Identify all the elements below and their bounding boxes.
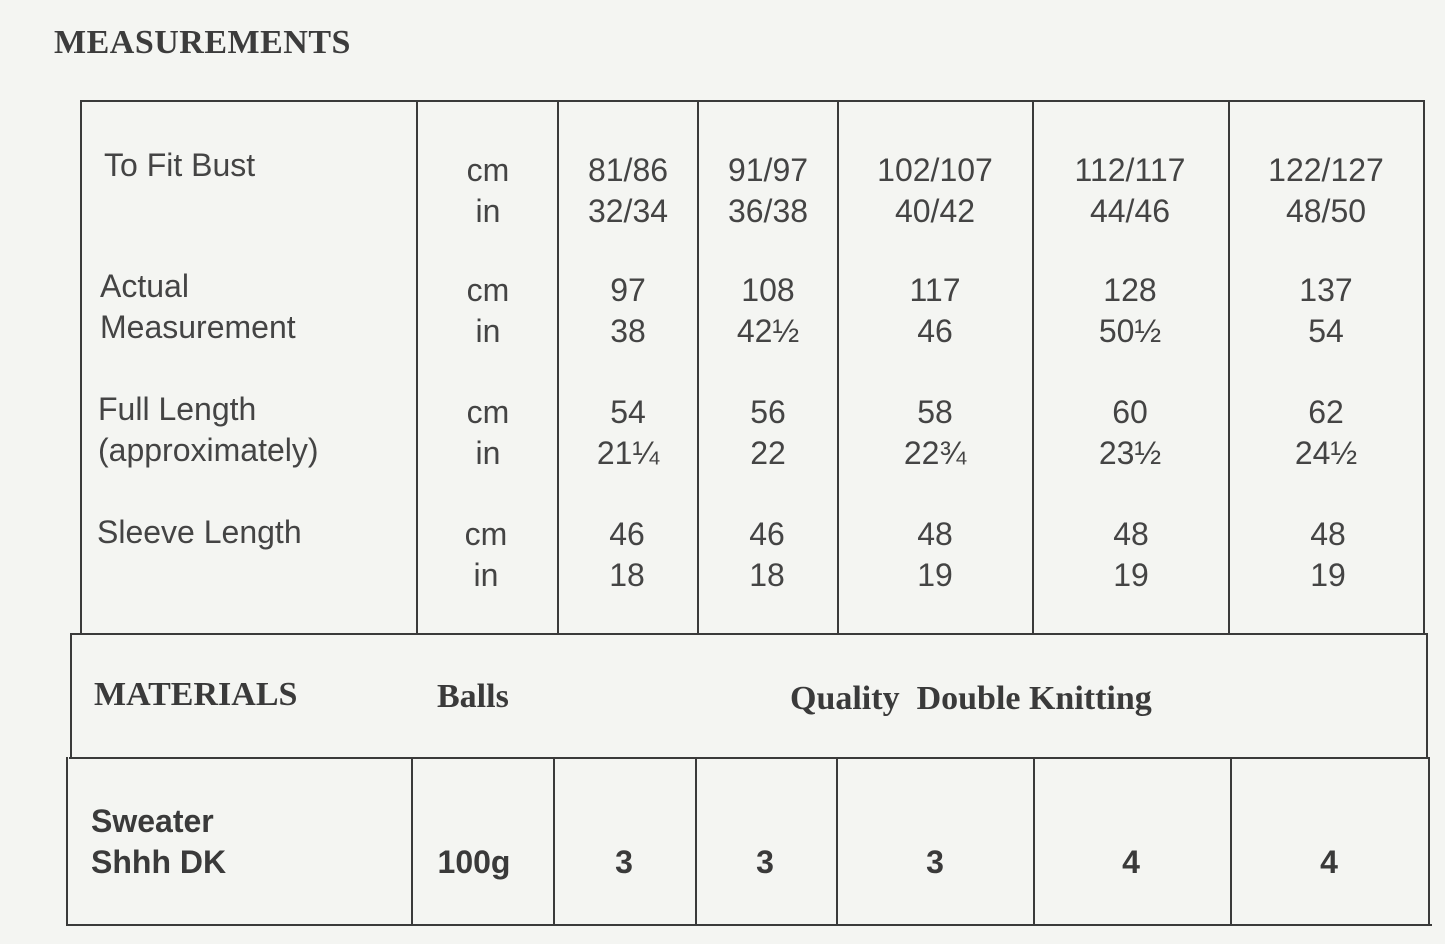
- value-cell: 48 19: [1113, 516, 1149, 593]
- unit-cell: cm in: [464, 516, 508, 593]
- ball-count: 3: [926, 844, 944, 880]
- item-weight: 100g: [437, 844, 511, 880]
- materials-heading: MATERIALS: [94, 676, 298, 713]
- ball-count: 4: [1122, 844, 1140, 880]
- unit-cell: cm in: [466, 152, 510, 229]
- value-cell: 122/127 48/50: [1268, 152, 1384, 229]
- ball-count: 3: [615, 844, 633, 880]
- value-cell: 102/107 40/42: [877, 152, 993, 229]
- value-cell: 137 54: [1299, 272, 1353, 349]
- unit-cell: cm in: [466, 272, 510, 349]
- value-cell: 91/97 36/38: [727, 152, 809, 229]
- row-label: To Fit Bust: [104, 147, 256, 183]
- value-cell: 58 22¾: [903, 394, 967, 471]
- value-cell: 108 42½: [736, 272, 800, 349]
- value-cell: 48 19: [1310, 516, 1346, 593]
- page-title: MEASUREMENTS: [54, 24, 351, 61]
- value-cell: 54 21¼: [596, 394, 660, 471]
- row-label: Actual Measurement: [100, 268, 296, 345]
- value-cell: 117 46: [909, 272, 961, 349]
- row-label: Full Length (approximately): [98, 391, 319, 468]
- value-cell: 112/117 44/46: [1074, 152, 1186, 229]
- value-cell: 46 18: [749, 516, 785, 593]
- value-cell: 97 38: [610, 272, 646, 349]
- ball-count: 4: [1320, 844, 1338, 880]
- unit-cell: cm in: [466, 394, 510, 471]
- row-label: Sleeve Length: [97, 514, 302, 550]
- value-cell: 81/86 32/34: [587, 152, 669, 229]
- value-cell: 48 19: [917, 516, 953, 593]
- ball-count: 3: [756, 844, 774, 880]
- value-cell: 56 22: [750, 394, 786, 471]
- quality-label: Quality Double Knitting: [790, 680, 1152, 717]
- balls-label: Balls: [437, 678, 509, 715]
- value-cell: 128 50½: [1098, 272, 1162, 349]
- item-name: Sweater Shhh DK: [91, 803, 227, 880]
- value-cell: 46 18: [609, 516, 645, 593]
- value-cell: 60 23½: [1098, 394, 1162, 471]
- value-cell: 62 24½: [1294, 394, 1358, 471]
